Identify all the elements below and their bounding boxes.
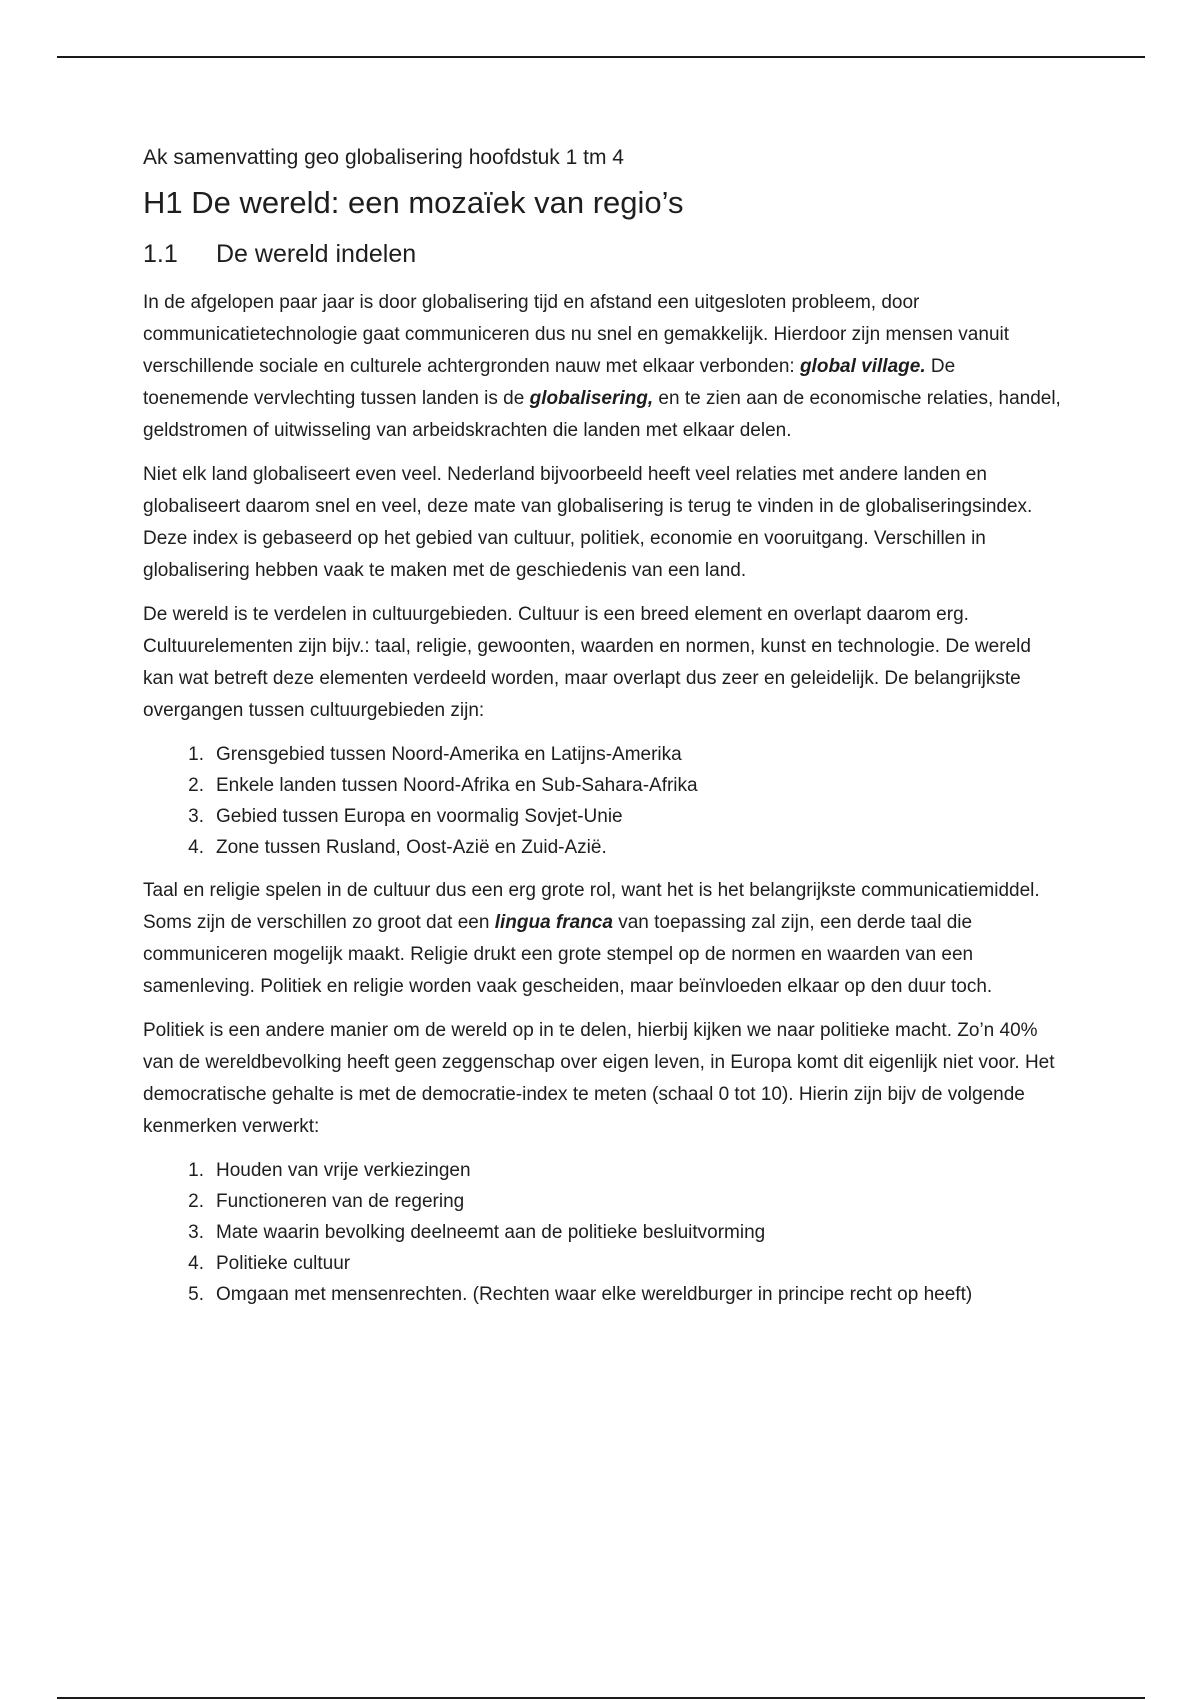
top-rule xyxy=(57,56,1145,58)
list-number: 1. xyxy=(188,1160,204,1181)
section-title: De wereld indelen xyxy=(216,240,417,268)
paragraph-globalisering xyxy=(143,287,1063,447)
list-cultuur-overgangen xyxy=(143,739,1063,863)
term-lingua-franca: lingua franca xyxy=(494,912,613,933)
list-number: 2. xyxy=(188,775,204,796)
paragraph-text: Taal en religie spelen in de cultuur dus een erg grote rol, want het is het belangrijkste communicatiemiddel. Soms zijn de verschillen zo groot dat een xyxy=(143,880,1040,933)
list-item xyxy=(143,1155,1063,1186)
list-text: Omgaan met mensenrechten. (Rechten waar elke wereldburger in principe recht op heeft) xyxy=(216,1284,973,1305)
list-item xyxy=(143,739,1063,770)
list-item xyxy=(143,1217,1063,1248)
paragraph-text: De toenemende vervlechting tussen landen is de xyxy=(143,356,956,409)
list-item xyxy=(143,832,1063,863)
paragraph-cultuurgebieden: De wereld is te verdelen in cultuurgebieden. Cultuur is een breed element en overlapt daarom erg. Cultuurelementen zijn bijv.: taal, religie, gewoonten, waarden en normen, kunst en technologie. De wereld kan wat betreft deze elementen verdeeld worden, maar overlapt dus zeer en geleidelijk. De belangrijkste overgangen tussen cultuurgebieden zijn: xyxy=(143,604,1031,721)
paragraph-taal-religie xyxy=(143,875,1063,1003)
paragraph-text: In de afgelopen paar jaar is door globalisering tijd en afstand een uitgesloten probleem, door communicatietechnologie gaat communiceren dus nu snel en gemakkelijk. Hierdoor zijn mensen vanuit verschillende sociale en culturele achtergronden nauw met elkaar verbonden: xyxy=(143,292,1010,377)
term-globalisering: globalisering, xyxy=(529,388,654,409)
bottom-rule xyxy=(57,1697,1145,1699)
section-heading xyxy=(143,237,1063,271)
list-text: Functioneren van de regering xyxy=(216,1191,465,1212)
list-number: 4. xyxy=(188,837,204,858)
paragraph-globaliseringsindex: Niet elk land globaliseert even veel. Nederland bijvoorbeeld heeft veel relaties met andere landen en globaliseert daarom snel en veel, deze mate van globalisering is terug te vinden in de globaliseringsindex. Deze index is gebaseerd op het gebied van cultuur, politiek, economie en vooruitgang. Verschillen in globalisering hebben vaak te maken met de geschiedenis van een land. xyxy=(143,464,1033,581)
paragraph-text: van toepassing zal zijn, een derde taal die communiceren mogelijk maakt. Religie drukt een grote stempel op de normen en waarden van een samenleving. Politiek en religie worden vaak gescheiden, maar beïnvloeden elkaar op den duur toch. xyxy=(143,912,993,997)
paragraph-politiek: Politiek is een andere manier om de wereld op in te delen, hierbij kijken we naar politieke macht. Zo’n 40% van de wereldbevolking heeft geen zeggenschap over eigen leven, in Europa komt dit eigenlijk niet voor. Het democratische gehalte is met de democratie-index te meten (schaal 0 tot 10). Hierin zijn bijv de volgende kenmerken verwerkt: xyxy=(143,1020,1055,1137)
list-number: 4. xyxy=(188,1253,204,1274)
document-body xyxy=(143,143,1063,1322)
term-global-village: global village. xyxy=(799,356,926,377)
list-text: Enkele landen tussen Noord-Afrika en Sub-Sahara-Afrika xyxy=(216,775,698,796)
paragraph-text: en te zien aan de economische relaties, handel, geldstromen of uitwisseling van arbeidskrachten die landen met elkaar delen. xyxy=(143,388,1061,441)
list-text: Zone tussen Rusland, Oost-Azië en Zuid-Azië. xyxy=(216,837,607,858)
list-item xyxy=(143,801,1063,832)
list-item xyxy=(143,1248,1063,1279)
list-item xyxy=(143,1279,1063,1310)
list-democratie-kenmerken xyxy=(143,1155,1063,1310)
list-item xyxy=(143,770,1063,801)
list-number: 5. xyxy=(188,1284,204,1305)
list-text: Gebied tussen Europa en voormalig Sovjet-Unie xyxy=(216,806,623,827)
list-number: 2. xyxy=(188,1191,204,1212)
list-number: 1. xyxy=(188,744,204,765)
list-item xyxy=(143,1186,1063,1217)
list-text: Houden van vrije verkiezingen xyxy=(216,1160,471,1181)
list-number: 3. xyxy=(188,806,204,827)
list-text: Politieke cultuur xyxy=(216,1253,351,1274)
document-title: Ak samenvatting geo globalisering hoofdstuk 1 tm 4 xyxy=(143,146,624,169)
list-text: Mate waarin bevolking deelneemt aan de politieke besluitvorming xyxy=(216,1222,766,1243)
list-number: 3. xyxy=(188,1222,204,1243)
list-text: Grensgebied tussen Noord-Amerika en Latijns-Amerika xyxy=(216,744,682,765)
chapter-heading: H1 De wereld: een mozaïek van regio’s xyxy=(143,185,684,220)
section-number: 1.1 xyxy=(143,240,178,268)
